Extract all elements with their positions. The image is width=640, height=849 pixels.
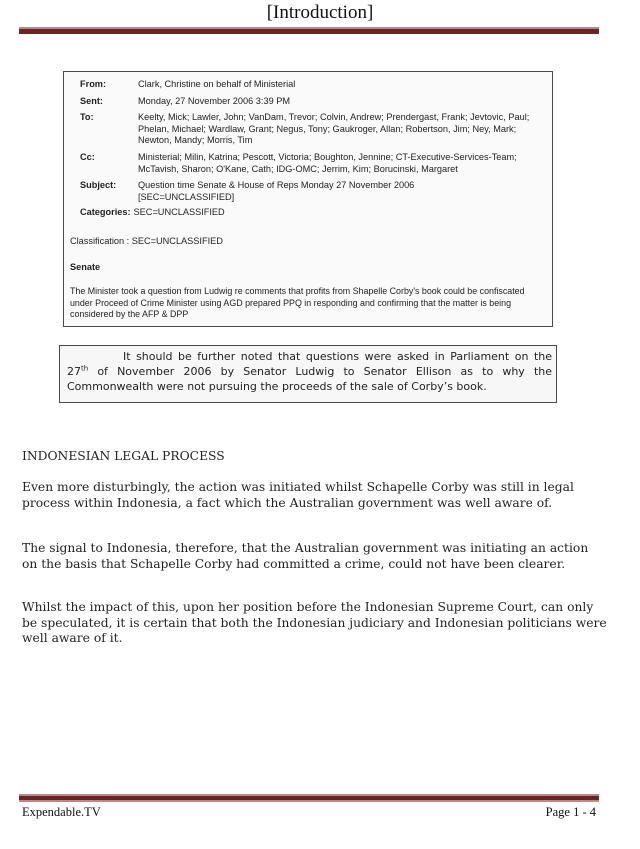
note-superscript: th xyxy=(81,364,89,373)
note-text-start: It should be further noted that questions were asked in Parliament on the 27 xyxy=(67,350,552,378)
email-screenshot-box xyxy=(63,71,553,327)
email-sent-label: Sent: xyxy=(80,96,103,106)
email-to-row xyxy=(80,112,542,147)
section-heading: INDONESIAN LEGAL PROCESS xyxy=(22,449,225,463)
email-from-label: From: xyxy=(80,79,107,89)
paragraph-2: The signal to Indonesia, therefore, that the Australian government was initiating an action on the basis that Schapelle Corby had committed a crime, could not have been clearer. xyxy=(22,541,589,571)
email-sent-row xyxy=(80,96,542,108)
email-to-label: To: xyxy=(80,112,94,122)
footer-site-name: Expendable.TV xyxy=(22,805,101,819)
header-title: [Introduction] xyxy=(266,2,374,23)
email-categories-label: Categories: xyxy=(80,207,131,217)
email-cc-label: Cc: xyxy=(80,152,95,162)
paragraph-3: Whilst the impact of this, upon her position before the Indonesian Supreme Court, can only be speculated, it is certain that both the Indonesian judiciary and Indonesian politicians were well aware of it. xyxy=(22,600,607,645)
parliament-note-box xyxy=(59,345,557,403)
email-section-heading: Senate xyxy=(70,262,101,272)
email-categories-value: SEC=UNCLASSIFIED xyxy=(133,207,225,217)
email-subject-row xyxy=(80,180,542,203)
email-classification: Classification : SEC=UNCLASSIFIED xyxy=(70,236,223,246)
email-subject-value: Question time Senate & House of Reps Monday 27 November 2006 [SEC=UNCLASSIFIED] xyxy=(138,180,415,202)
footer-rule xyxy=(19,796,599,802)
note-text-end: of November 2006 by Senator Ludwig to Senator Ellison as to why the Commonwealth were not pursuing the proceeds of the sale of Corby’s book. xyxy=(67,365,552,393)
email-body: The Minister took a question from Ludwig re comments that profits from Shapelle Corby's book could be confiscated under Proceed of Crime Minister using AGD prepared PPQ in responding and confirming that the matter is being considered by the AFP & DPP xyxy=(70,286,525,319)
paragraph-1: Even more disturbingly, the action was initiated whilst Schapelle Corby was still in legal process within Indonesia, a fact which the Australian government was well aware of. xyxy=(22,480,574,510)
email-from-row xyxy=(80,79,542,91)
email-sent-value: Monday, 27 November 2006 3:39 PM xyxy=(138,96,291,106)
email-cc-row xyxy=(80,152,542,175)
email-subject-label: Subject: xyxy=(80,180,117,190)
header-rule xyxy=(19,27,599,34)
email-cc-value: Ministerial; Milin, Katrina; Pescott, Victoria; Boughton, Jennine; CT-Executive-Services-Team; McTavish, Sharon; O'Kane, Cath; IDG-OMC; Jerrim, Kim; Borucinski, Margaret xyxy=(138,152,517,174)
email-from-value: Clark, Christine on behalf of Ministerial xyxy=(138,79,296,89)
footer-page-number: Page 1 - 4 xyxy=(545,805,596,819)
email-categories-row xyxy=(80,207,542,219)
email-to-value: Keelty, Mick; Lawler, John; VanDam, Trevor; Colvin, Andrew; Prendergast, Frank; Jevtovic, Paul; Phelan, Michael; Wardlaw, Grant; Negus, Tony; Gaukroger, Allan; Robertson, Jim; Ney, Mark; Newton, Mandy; Morris, Tim xyxy=(138,112,530,145)
